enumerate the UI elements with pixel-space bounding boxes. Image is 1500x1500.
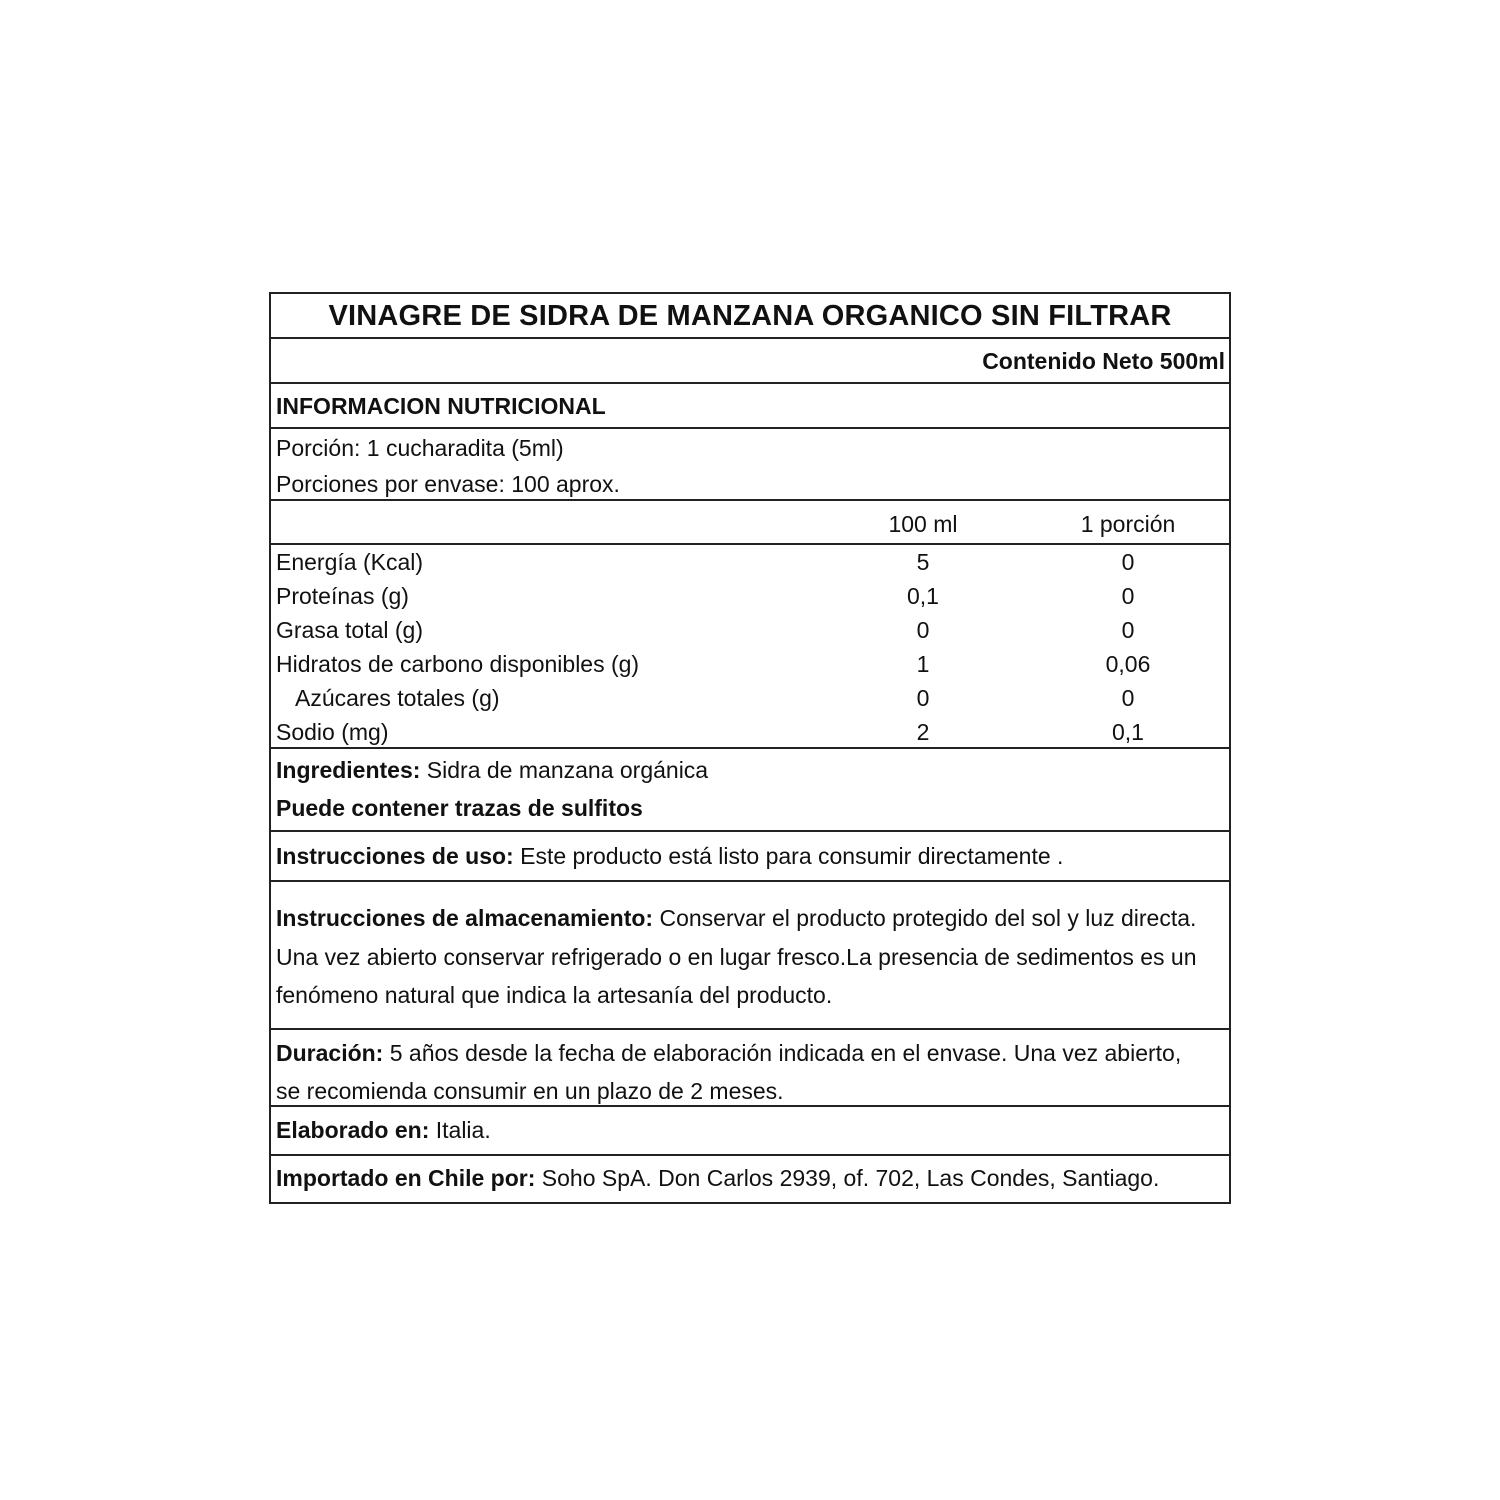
ingredients-section [271, 749, 1229, 832]
nutrient-value-portion: 0 [1121, 685, 1135, 711]
duration-label: Duración: [276, 1040, 384, 1066]
storage-paragraph [276, 899, 1206, 1015]
product-title: VINAGRE DE SIDRA DE MANZANA ORGANICO SIN FILTRAR [271, 294, 1229, 339]
storage-text: Conservar el producto protegido del sol y luz directa. Una vez abierto conservar refrigerado o en lugar fresco.La presencia de sedimentos es un fenómeno natural que indica la artesanía del producto. [276, 905, 1197, 1008]
duration-paragraph [276, 1034, 1206, 1110]
nutrients-table [271, 545, 1229, 749]
ingredients-text: Sidra de manzana orgánica [420, 757, 709, 783]
column-headers [271, 501, 1229, 545]
nutrient-value-portion: 0,06 [1105, 651, 1151, 677]
table-row [271, 579, 1229, 613]
nutrient-value-100ml: 0 [916, 617, 930, 643]
column-header-portion: 1 porción [1080, 511, 1176, 537]
nutrient-value-portion: 0,1 [1112, 719, 1144, 745]
usage-label: Instrucciones de uso: [276, 843, 514, 869]
nutrient-name: Proteínas (g) [276, 583, 409, 609]
table-row [271, 647, 1229, 681]
nutrient-name: Energía (Kcal) [276, 549, 424, 575]
nutrient-name: Grasa total (g) [276, 617, 423, 643]
nutrient-value-100ml: 0,1 [907, 583, 939, 609]
usage-line [276, 841, 1063, 871]
column-header-100ml: 100 ml [888, 511, 958, 537]
table-row [271, 681, 1229, 715]
made-in-section [271, 1107, 1229, 1156]
duration-section [271, 1030, 1229, 1107]
nutrient-value-100ml: 2 [916, 719, 930, 745]
made-in-line [276, 1115, 491, 1145]
made-in-label: Elaborado en: [276, 1117, 430, 1143]
importer-text: Soho SpA. Don Carlos 2939, of. 702, Las Condes, Santiago. [535, 1165, 1160, 1191]
duration-text: 5 años desde la fecha de elaboración indicada en el envase. Una vez abierto, se recomienda consumir en un plazo de 2 meses. [276, 1040, 1182, 1104]
storage-label: Instrucciones de almacenamiento: [276, 905, 654, 931]
nutrient-value-100ml: 5 [916, 549, 930, 575]
nutrient-name: Hidratos de carbono disponibles (g) [276, 651, 640, 677]
portion-info [271, 429, 1229, 501]
nutrition-heading: INFORMACION NUTRICIONAL [271, 384, 1229, 429]
nutrient-value-100ml: 0 [916, 685, 930, 711]
nutrient-value-portion: 0 [1121, 583, 1135, 609]
allergen-warning: Puede contener trazas de sulfitos [276, 795, 643, 821]
net-content: Contenido Neto 500ml [271, 339, 1229, 384]
importer-label: Importado en Chile por: [276, 1165, 536, 1191]
portion-size: Porción: 1 cucharadita (5ml) [276, 435, 564, 461]
made-in-text: Italia. [429, 1117, 491, 1143]
table-row [271, 715, 1229, 749]
ingredients-line [276, 755, 708, 785]
nutrient-name: Sodio (mg) [276, 719, 389, 745]
table-row [271, 545, 1229, 579]
nutrition-label [269, 292, 1231, 1204]
importer-line [276, 1163, 1159, 1193]
usage-section [271, 832, 1229, 882]
table-row [271, 613, 1229, 647]
importer-section [271, 1156, 1229, 1202]
nutrient-value-portion: 0 [1121, 617, 1135, 643]
usage-text: Este producto está listo para consumir directamente . [513, 843, 1064, 869]
nutrient-value-100ml: 1 [916, 651, 930, 677]
storage-section [271, 882, 1229, 1030]
portions-per-container: Porciones por envase: 100 aprox. [276, 471, 620, 497]
nutrient-value-portion: 0 [1121, 549, 1135, 575]
nutrient-name: Azúcares totales (g) [295, 685, 500, 711]
ingredients-label: Ingredientes: [276, 757, 421, 783]
